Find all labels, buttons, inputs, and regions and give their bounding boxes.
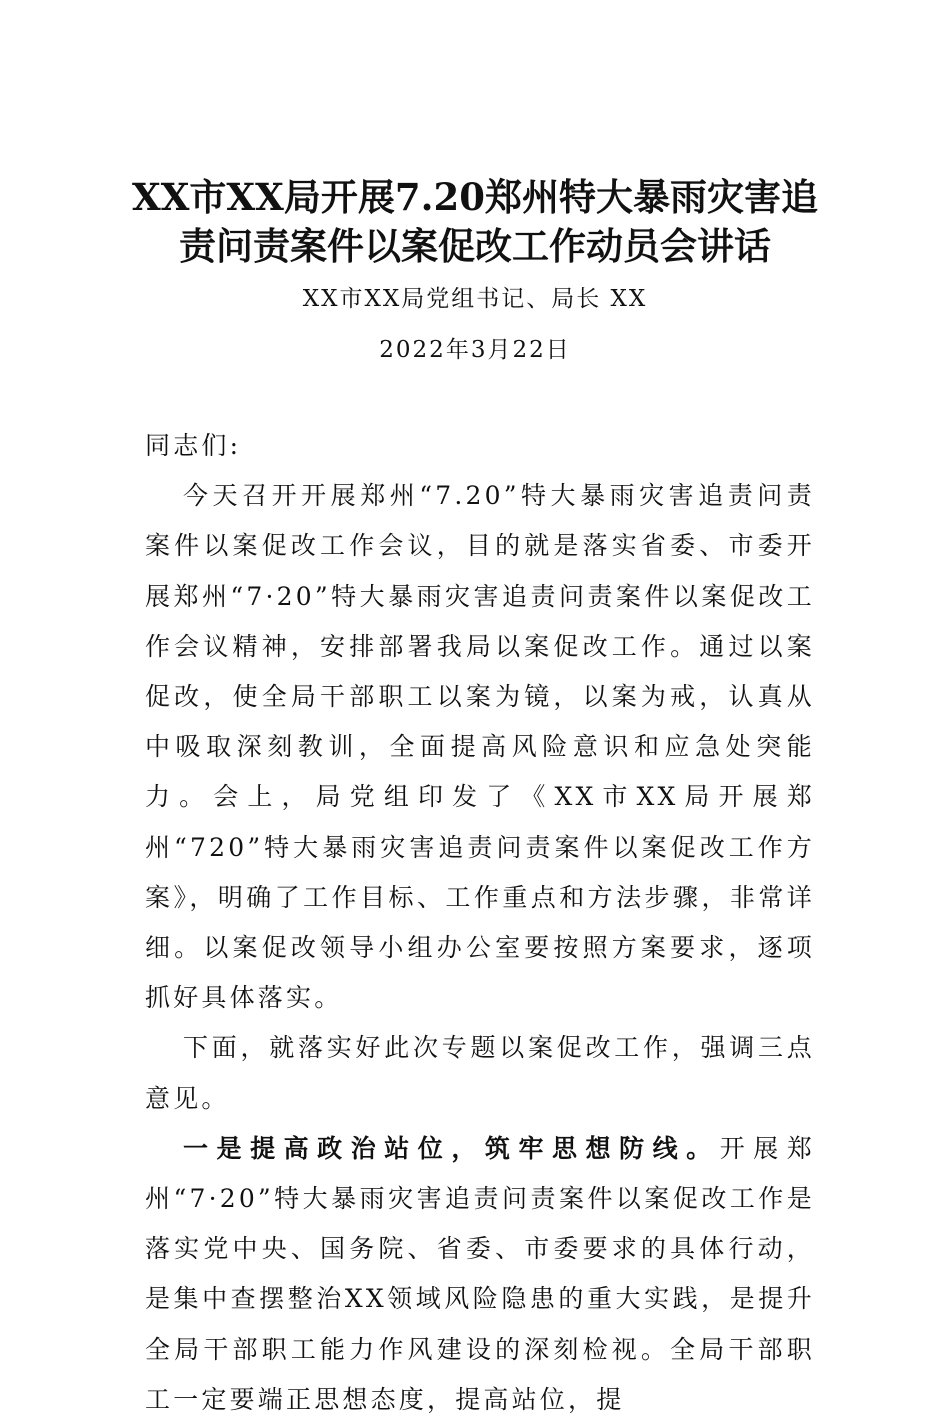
salutation: 同志们: [145, 431, 242, 460]
document-author: XX市XX局党组书记、局长 XX [302, 286, 648, 312]
paragraph-3-lead: 一是提高政治站位，筑牢思想防线。 [183, 1133, 720, 1163]
document-date: 2022年3月22日 [379, 337, 571, 363]
paragraph-1: 今天召开开展郑州“7.20”特大暴雨灾害追责问责案件以案促改工作会议，目的就是落实省委、市委开展郑州“7·20”特大暴雨灾害追责问责案件以案促改工作会议精神，安排部署我局以案促改工作。通过以案促改，使全局干部职工以案为镜，以案为戒，认真从中吸取深刻教训，全面提高风险意识和应急处突能力。会上，局党组印发了《XX市XX局开展郑州“720”特大暴雨灾害追责问责案件以案促改工作方案》，明确了工作目标、工作重点和方法步骤，非常详细。以案促改领导小组办公室要按照方案要求，逐项抓好具体落实。 [145, 481, 815, 1013]
paragraph-2: 下面，就落实好此次专题以案促改工作，强调三点意见。 [145, 1033, 815, 1113]
document-body [145, 421, 815, 1425]
paragraph-3-body: 开展郑州“7·20”特大暴雨灾害追责问责案件以案促改工作是落实党中央、国务院、省委、市委要求的具体行动，是集中查摆整治XX领域风险隐患的重大实践，是提升全局干部职工能力作风建设的深刻检视。全局干部职工一定要端正思想态度，提高站位，提 [145, 1133, 815, 1414]
document-title-line-1: XX市XX局开展7.20郑州特大暴雨灾害追 [132, 175, 818, 219]
paragraph-3 [145, 1124, 815, 1425]
document-title-line-2: 责问责案件以案促改工作动员会讲话 [179, 224, 771, 268]
